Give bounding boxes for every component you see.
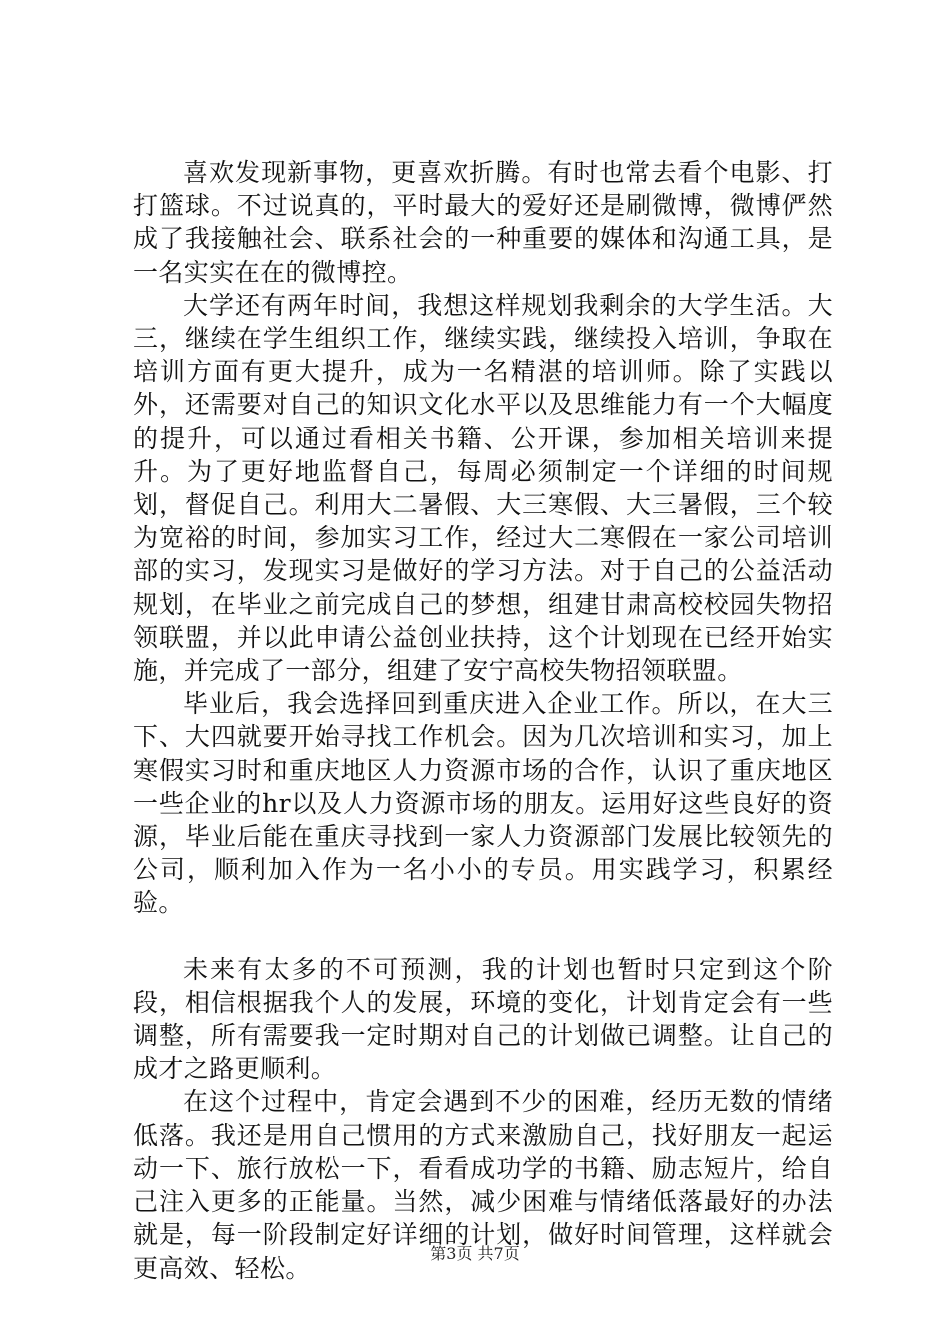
- paragraph-difficulties: 在这个过程中，肯定会遇到不少的困难，经历无数的情绪低落。我还是用自己惯用的方式来激励自己，找好朋友一起运动一下、旅行放松一下，看看成功学的书籍、励志短片，给自己注入更多的正能量。当然，减少困难与情绪低落最好的办法就是，每一阶段制定好详细的计划，做好时间管理，这样就会更高效、轻松。: [133, 1087, 833, 1283]
- document-body: [133, 156, 833, 1285]
- paragraph-spacer: [133, 920, 833, 953]
- paragraph-hobbies: 喜欢发现新事物，更喜欢折腾。有时也常去看个电影、打打篮球。不过说真的，平时最大的爱好还是刷微博，微博俨然成了我接触社会、联系社会的一种重要的媒体和沟通工具，是一名实实在在的微博控。: [133, 158, 833, 287]
- page-number-footer: 第3页 共7页: [430, 1244, 520, 1263]
- paragraph-after-graduation: 毕业后，我会选择回到重庆进入企业工作。所以，在大三下、大四就要开始寻找工作机会。因为几次培训和实习，加上寒假实习时和重庆地区人力资源市场的合作，认识了重庆地区一些企业的hr以及人力资源市场的朋友。运用好这些良好的资源，毕业后能在重庆寻找到一家人力资源部门发展比较领先的公司，顺利加入作为一名小小的专员。用实践学习，积累经验。: [133, 689, 833, 918]
- paragraph-future-outlook: 未来有太多的不可预测，我的计划也暂时只定到这个阶段，相信根据我个人的发展，环境的变化，计划肯定会有一些调整，所有需要我一定时期对自己的计划做已调整。让自己的成才之路更顺利。: [133, 954, 833, 1084]
- paragraph-university-plan: 大学还有两年时间，我想这样规划我剩余的大学生活。大三，继续在学生组织工作，继续实践，继续投入培训，争取在培训方面有更大提升，成为一名精湛的培训师。除了实践以外，还需要对自己的知识文化水平以及思维能力有一个大幅度的提升，可以通过看相关书籍、公开课，参加相关培训来提升。为了更好地监督自己，每周必须制定一个详细的时间规划，督促自己。利用大二暑假、大三寒假、大三暑假，三个较为宽裕的时间，参加实习工作，经过大二寒假在一家公司培训部的实习，发现实习是做好的学习方法。对于自己的公益活动规划，在毕业之前完成自己的梦想，组建甘肃高校校园失物招领联盟，并以此申请公益创业扶持，这个计划现在已经开始实施，并完成了一部分，组建了安宁高校失物招领联盟。: [133, 290, 833, 686]
